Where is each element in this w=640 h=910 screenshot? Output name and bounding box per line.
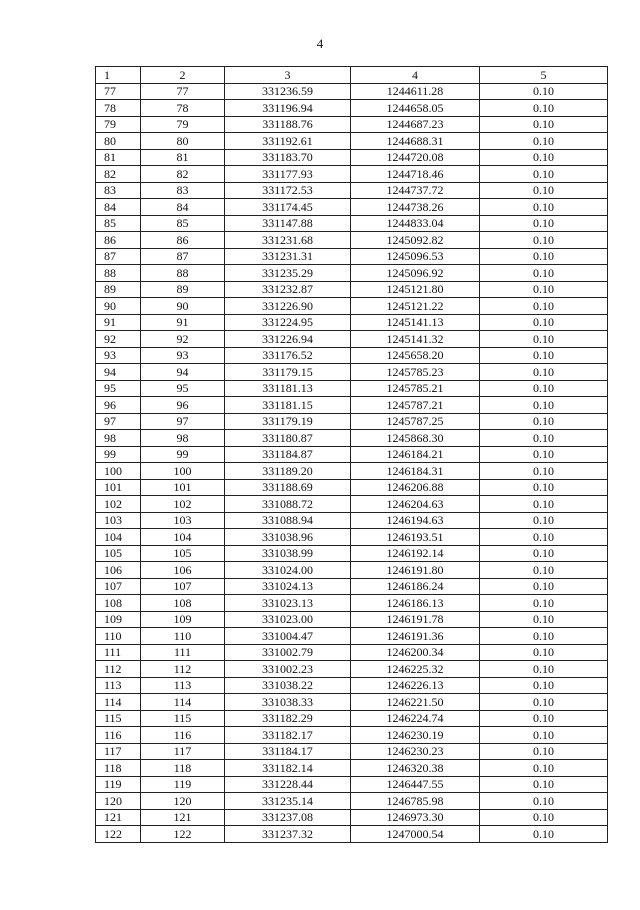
table-cell: 0.10 bbox=[480, 677, 608, 694]
table-cell: 331188.76 bbox=[225, 116, 351, 133]
table-cell: 0.10 bbox=[480, 281, 608, 298]
table-cell: 107 bbox=[96, 578, 141, 595]
table-cell: 106 bbox=[141, 562, 225, 579]
table-cell: 0.10 bbox=[480, 413, 608, 430]
table-cell: 115 bbox=[141, 710, 225, 727]
table-row bbox=[96, 83, 608, 100]
table-row bbox=[96, 479, 608, 496]
table-cell: 1244737.72 bbox=[351, 182, 480, 199]
table-cell: 1244833.04 bbox=[351, 215, 480, 232]
table-cell: 115 bbox=[96, 710, 141, 727]
table-cell: 1244688.31 bbox=[351, 133, 480, 150]
table-cell: 97 bbox=[96, 413, 141, 430]
table-cell: 0.10 bbox=[480, 760, 608, 777]
table-cell: 87 bbox=[96, 248, 141, 265]
table-cell: 1246320.38 bbox=[351, 760, 480, 777]
table-cell: 91 bbox=[141, 314, 225, 331]
table-row bbox=[96, 149, 608, 166]
table-cell: 98 bbox=[96, 430, 141, 447]
table-row bbox=[96, 397, 608, 414]
table-row bbox=[96, 727, 608, 744]
table-cell: 1246186.24 bbox=[351, 578, 480, 595]
table-row bbox=[96, 430, 608, 447]
table-cell: 1244611.28 bbox=[351, 83, 480, 100]
table-cell: 95 bbox=[141, 380, 225, 397]
table-cell: 0.10 bbox=[480, 133, 608, 150]
table-cell: 89 bbox=[96, 281, 141, 298]
table-row bbox=[96, 743, 608, 760]
table-cell: 1246194.63 bbox=[351, 512, 480, 529]
table-cell: 0.10 bbox=[480, 364, 608, 381]
table-cell: 331038.99 bbox=[225, 545, 351, 562]
table-cell: 331181.15 bbox=[225, 397, 351, 414]
table-cell: 0.10 bbox=[480, 331, 608, 348]
column-header: 2 bbox=[141, 67, 225, 84]
table-cell: 0.10 bbox=[480, 694, 608, 711]
table-row bbox=[96, 364, 608, 381]
table-cell: 0.10 bbox=[480, 463, 608, 480]
table-cell: 99 bbox=[96, 446, 141, 463]
table-cell: 1244720.08 bbox=[351, 149, 480, 166]
table-cell: 1246973.30 bbox=[351, 809, 480, 826]
table-cell: 0.10 bbox=[480, 578, 608, 595]
table-cell: 96 bbox=[96, 397, 141, 414]
table-cell: 78 bbox=[141, 100, 225, 117]
table-row bbox=[96, 380, 608, 397]
table-cell: 1245785.21 bbox=[351, 380, 480, 397]
table-row bbox=[96, 347, 608, 364]
table-row bbox=[96, 116, 608, 133]
table-cell: 331189.20 bbox=[225, 463, 351, 480]
table-cell: 121 bbox=[96, 809, 141, 826]
table-cell: 104 bbox=[141, 529, 225, 546]
table-cell: 331184.17 bbox=[225, 743, 351, 760]
table-cell: 96 bbox=[141, 397, 225, 414]
table-row bbox=[96, 248, 608, 265]
table-row bbox=[96, 611, 608, 628]
table-cell: 0.10 bbox=[480, 743, 608, 760]
table-cell: 0.10 bbox=[480, 182, 608, 199]
table-cell: 106 bbox=[96, 562, 141, 579]
table-cell: 116 bbox=[96, 727, 141, 744]
table-cell: 83 bbox=[141, 182, 225, 199]
table-cell: 103 bbox=[141, 512, 225, 529]
table-cell: 0.10 bbox=[480, 644, 608, 661]
table-cell: 0.10 bbox=[480, 430, 608, 447]
table-cell: 0.10 bbox=[480, 83, 608, 100]
table-cell: 111 bbox=[96, 644, 141, 661]
table-row bbox=[96, 793, 608, 810]
table-cell: 0.10 bbox=[480, 529, 608, 546]
table-cell: 109 bbox=[141, 611, 225, 628]
table-cell: 100 bbox=[141, 463, 225, 480]
table-cell: 0.10 bbox=[480, 809, 608, 826]
table-cell: 84 bbox=[141, 199, 225, 216]
table-cell: 1245121.80 bbox=[351, 281, 480, 298]
table-row bbox=[96, 100, 608, 117]
table-row bbox=[96, 182, 608, 199]
table-row bbox=[96, 133, 608, 150]
table-cell: 331038.33 bbox=[225, 694, 351, 711]
table-cell: 331224.95 bbox=[225, 314, 351, 331]
table-cell: 1245785.23 bbox=[351, 364, 480, 381]
table-cell: 0.10 bbox=[480, 661, 608, 678]
table-cell: 0.10 bbox=[480, 248, 608, 265]
table-row bbox=[96, 496, 608, 513]
table-cell: 331231.68 bbox=[225, 232, 351, 249]
table-cell: 0.10 bbox=[480, 496, 608, 513]
table-cell: 1244738.26 bbox=[351, 199, 480, 216]
table-cell: 331180.87 bbox=[225, 430, 351, 447]
table-cell: 110 bbox=[96, 628, 141, 645]
table-cell: 0.10 bbox=[480, 149, 608, 166]
table-cell: 331038.22 bbox=[225, 677, 351, 694]
column-header: 3 bbox=[225, 67, 351, 84]
table-row bbox=[96, 545, 608, 562]
table-cell: 331182.14 bbox=[225, 760, 351, 777]
table-cell: 331172.53 bbox=[225, 182, 351, 199]
table-cell: 1246226.13 bbox=[351, 677, 480, 694]
table-cell: 1245096.92 bbox=[351, 265, 480, 282]
table-cell: 1245092.82 bbox=[351, 232, 480, 249]
table-cell: 104 bbox=[96, 529, 141, 546]
table-cell: 103 bbox=[96, 512, 141, 529]
table-row bbox=[96, 166, 608, 183]
table-cell: 331147.88 bbox=[225, 215, 351, 232]
table-cell: 102 bbox=[141, 496, 225, 513]
table-cell: 120 bbox=[141, 793, 225, 810]
table-cell: 0.10 bbox=[480, 628, 608, 645]
table-cell: 111 bbox=[141, 644, 225, 661]
table-row bbox=[96, 760, 608, 777]
table-cell: 1244687.23 bbox=[351, 116, 480, 133]
table-cell: 0.10 bbox=[480, 562, 608, 579]
table-cell: 0.10 bbox=[480, 776, 608, 793]
table-cell: 331182.17 bbox=[225, 727, 351, 744]
table-row bbox=[96, 314, 608, 331]
page-number: 4 bbox=[316, 36, 324, 51]
table-cell: 331236.59 bbox=[225, 83, 351, 100]
table-cell: 85 bbox=[96, 215, 141, 232]
table-cell: 1246192.14 bbox=[351, 545, 480, 562]
table-row bbox=[96, 446, 608, 463]
table-cell: 80 bbox=[96, 133, 141, 150]
table-row bbox=[96, 232, 608, 249]
table-cell: 1246191.78 bbox=[351, 611, 480, 628]
table-cell: 92 bbox=[96, 331, 141, 348]
table-row bbox=[96, 661, 608, 678]
table-row bbox=[96, 562, 608, 579]
table-cell: 0.10 bbox=[480, 826, 608, 843]
table-row bbox=[96, 644, 608, 661]
table-cell: 0.10 bbox=[480, 397, 608, 414]
table-cell: 80 bbox=[141, 133, 225, 150]
table-cell: 101 bbox=[96, 479, 141, 496]
table-cell: 1246204.63 bbox=[351, 496, 480, 513]
table-row bbox=[96, 529, 608, 546]
table-cell: 93 bbox=[96, 347, 141, 364]
table-cell: 331023.13 bbox=[225, 595, 351, 612]
table-cell: 331237.08 bbox=[225, 809, 351, 826]
table-cell: 112 bbox=[96, 661, 141, 678]
table-cell: 331004.47 bbox=[225, 628, 351, 645]
table-cell: 105 bbox=[96, 545, 141, 562]
table-row bbox=[96, 215, 608, 232]
table-cell: 1246230.19 bbox=[351, 727, 480, 744]
table-cell: 77 bbox=[141, 83, 225, 100]
table-cell: 331226.94 bbox=[225, 331, 351, 348]
table-cell: 1246224.74 bbox=[351, 710, 480, 727]
table-cell: 105 bbox=[141, 545, 225, 562]
table-cell: 1246184.31 bbox=[351, 463, 480, 480]
table-cell: 78 bbox=[96, 100, 141, 117]
table-cell: 82 bbox=[141, 166, 225, 183]
table-cell: 1245787.25 bbox=[351, 413, 480, 430]
table-row bbox=[96, 694, 608, 711]
table-cell: 118 bbox=[96, 760, 141, 777]
table-cell: 1245121.22 bbox=[351, 298, 480, 315]
table-cell: 331002.23 bbox=[225, 661, 351, 678]
table-cell: 331235.29 bbox=[225, 265, 351, 282]
table-cell: 331231.31 bbox=[225, 248, 351, 265]
table-cell: 331038.96 bbox=[225, 529, 351, 546]
table-cell: 121 bbox=[141, 809, 225, 826]
table-cell: 331188.69 bbox=[225, 479, 351, 496]
table-cell: 0.10 bbox=[480, 116, 608, 133]
table-cell: 1246230.23 bbox=[351, 743, 480, 760]
table-cell: 0.10 bbox=[480, 793, 608, 810]
table-cell: 86 bbox=[141, 232, 225, 249]
table-cell: 92 bbox=[141, 331, 225, 348]
table-cell: 331177.93 bbox=[225, 166, 351, 183]
table-row bbox=[96, 776, 608, 793]
column-header: 4 bbox=[351, 67, 480, 84]
table-cell: 1246191.80 bbox=[351, 562, 480, 579]
table-cell: 122 bbox=[141, 826, 225, 843]
table-cell: 110 bbox=[141, 628, 225, 645]
table-cell: 108 bbox=[141, 595, 225, 612]
table-cell: 114 bbox=[96, 694, 141, 711]
table-cell: 331184.87 bbox=[225, 446, 351, 463]
table-cell: 0.10 bbox=[480, 199, 608, 216]
table-cell: 0.10 bbox=[480, 727, 608, 744]
table-cell: 0.10 bbox=[480, 512, 608, 529]
table-cell: 331235.14 bbox=[225, 793, 351, 810]
table-cell: 1245141.13 bbox=[351, 314, 480, 331]
table-cell: 331088.94 bbox=[225, 512, 351, 529]
table-cell: 331174.45 bbox=[225, 199, 351, 216]
table-cell: 0.10 bbox=[480, 380, 608, 397]
table-cell: 0.10 bbox=[480, 298, 608, 315]
table-cell: 1245868.30 bbox=[351, 430, 480, 447]
table-cell: 0.10 bbox=[480, 446, 608, 463]
table-cell: 0.10 bbox=[480, 166, 608, 183]
table-cell: 101 bbox=[141, 479, 225, 496]
table-cell: 119 bbox=[141, 776, 225, 793]
table-row bbox=[96, 298, 608, 315]
table-cell: 0.10 bbox=[480, 314, 608, 331]
table-cell: 331002.79 bbox=[225, 644, 351, 661]
table-cell: 331232.87 bbox=[225, 281, 351, 298]
table-cell: 1246221.50 bbox=[351, 694, 480, 711]
table-cell: 90 bbox=[141, 298, 225, 315]
table-row bbox=[96, 265, 608, 282]
table-row bbox=[96, 595, 608, 612]
table-cell: 94 bbox=[96, 364, 141, 381]
table-cell: 331183.70 bbox=[225, 149, 351, 166]
table-cell: 1244658.05 bbox=[351, 100, 480, 117]
table-cell: 100 bbox=[96, 463, 141, 480]
table-cell: 102 bbox=[96, 496, 141, 513]
table-cell: 1246206.88 bbox=[351, 479, 480, 496]
table-cell: 1246184.21 bbox=[351, 446, 480, 463]
table-row bbox=[96, 199, 608, 216]
table-cell: 0.10 bbox=[480, 215, 608, 232]
table-cell: 79 bbox=[141, 116, 225, 133]
table-cell: 1246447.55 bbox=[351, 776, 480, 793]
table-cell: 0.10 bbox=[480, 100, 608, 117]
table-cell: 1246225.32 bbox=[351, 661, 480, 678]
table-cell: 95 bbox=[96, 380, 141, 397]
table-cell: 331228.44 bbox=[225, 776, 351, 793]
table-row bbox=[96, 463, 608, 480]
table-cell: 331023.00 bbox=[225, 611, 351, 628]
table-cell: 1245096.53 bbox=[351, 248, 480, 265]
table-row bbox=[96, 512, 608, 529]
table-cell: 89 bbox=[141, 281, 225, 298]
table-cell: 79 bbox=[96, 116, 141, 133]
table-cell: 112 bbox=[141, 661, 225, 678]
column-header: 5 bbox=[480, 67, 608, 84]
table-cell: 81 bbox=[96, 149, 141, 166]
table-cell: 82 bbox=[96, 166, 141, 183]
table-cell: 331226.90 bbox=[225, 298, 351, 315]
table-cell: 77 bbox=[96, 83, 141, 100]
table-cell: 1246191.36 bbox=[351, 628, 480, 645]
table-cell: 331182.29 bbox=[225, 710, 351, 727]
table-cell: 331237.32 bbox=[225, 826, 351, 843]
table-cell: 331179.15 bbox=[225, 364, 351, 381]
table-cell: 120 bbox=[96, 793, 141, 810]
table-cell: 117 bbox=[96, 743, 141, 760]
column-header: 1 bbox=[96, 67, 141, 84]
table-cell: 1244718.46 bbox=[351, 166, 480, 183]
table-cell: 0.10 bbox=[480, 595, 608, 612]
table-cell: 81 bbox=[141, 149, 225, 166]
table-cell: 91 bbox=[96, 314, 141, 331]
table-cell: 83 bbox=[96, 182, 141, 199]
table-cell: 97 bbox=[141, 413, 225, 430]
table-cell: 114 bbox=[141, 694, 225, 711]
table-cell: 331024.13 bbox=[225, 578, 351, 595]
table-cell: 90 bbox=[96, 298, 141, 315]
table-cell: 116 bbox=[141, 727, 225, 744]
table-cell: 94 bbox=[141, 364, 225, 381]
table-cell: 331176.52 bbox=[225, 347, 351, 364]
table-cell: 1246186.13 bbox=[351, 595, 480, 612]
table-cell: 1247000.54 bbox=[351, 826, 480, 843]
table-row bbox=[96, 331, 608, 348]
table-cell: 331196.94 bbox=[225, 100, 351, 117]
table-cell: 1245787.21 bbox=[351, 397, 480, 414]
table-cell: 122 bbox=[96, 826, 141, 843]
table-cell: 117 bbox=[141, 743, 225, 760]
table-row bbox=[96, 413, 608, 430]
table-cell: 113 bbox=[96, 677, 141, 694]
table-cell: 84 bbox=[96, 199, 141, 216]
table-header-row bbox=[96, 67, 608, 84]
table-cell: 331181.13 bbox=[225, 380, 351, 397]
table-cell: 113 bbox=[141, 677, 225, 694]
table-cell: 0.10 bbox=[480, 232, 608, 249]
table-cell: 331088.72 bbox=[225, 496, 351, 513]
table-cell: 1246200.34 bbox=[351, 644, 480, 661]
table-cell: 85 bbox=[141, 215, 225, 232]
table-cell: 0.10 bbox=[480, 265, 608, 282]
table-cell: 1246785.98 bbox=[351, 793, 480, 810]
table-body bbox=[96, 67, 608, 843]
table-cell: 108 bbox=[96, 595, 141, 612]
table-cell: 93 bbox=[141, 347, 225, 364]
table-cell: 331024.00 bbox=[225, 562, 351, 579]
table-cell: 331179.19 bbox=[225, 413, 351, 430]
table-cell: 0.10 bbox=[480, 611, 608, 628]
table-cell: 87 bbox=[141, 248, 225, 265]
table-cell: 1245141.32 bbox=[351, 331, 480, 348]
table-cell: 0.10 bbox=[480, 545, 608, 562]
table-row bbox=[96, 281, 608, 298]
table-cell: 88 bbox=[96, 265, 141, 282]
table-row bbox=[96, 677, 608, 694]
table-row bbox=[96, 578, 608, 595]
table-cell: 99 bbox=[141, 446, 225, 463]
coordinates-table bbox=[95, 66, 608, 843]
table-cell: 1245658.20 bbox=[351, 347, 480, 364]
table-cell: 107 bbox=[141, 578, 225, 595]
table-cell: 118 bbox=[141, 760, 225, 777]
table-cell: 1246193.51 bbox=[351, 529, 480, 546]
table-cell: 86 bbox=[96, 232, 141, 249]
table-row bbox=[96, 826, 608, 843]
table-row bbox=[96, 710, 608, 727]
table-cell: 0.10 bbox=[480, 347, 608, 364]
table-cell: 331192.61 bbox=[225, 133, 351, 150]
table-row bbox=[96, 628, 608, 645]
table-cell: 98 bbox=[141, 430, 225, 447]
table-cell: 0.10 bbox=[480, 710, 608, 727]
table-cell: 109 bbox=[96, 611, 141, 628]
table-cell: 0.10 bbox=[480, 479, 608, 496]
table-row bbox=[96, 809, 608, 826]
table-cell: 119 bbox=[96, 776, 141, 793]
table-cell: 88 bbox=[141, 265, 225, 282]
